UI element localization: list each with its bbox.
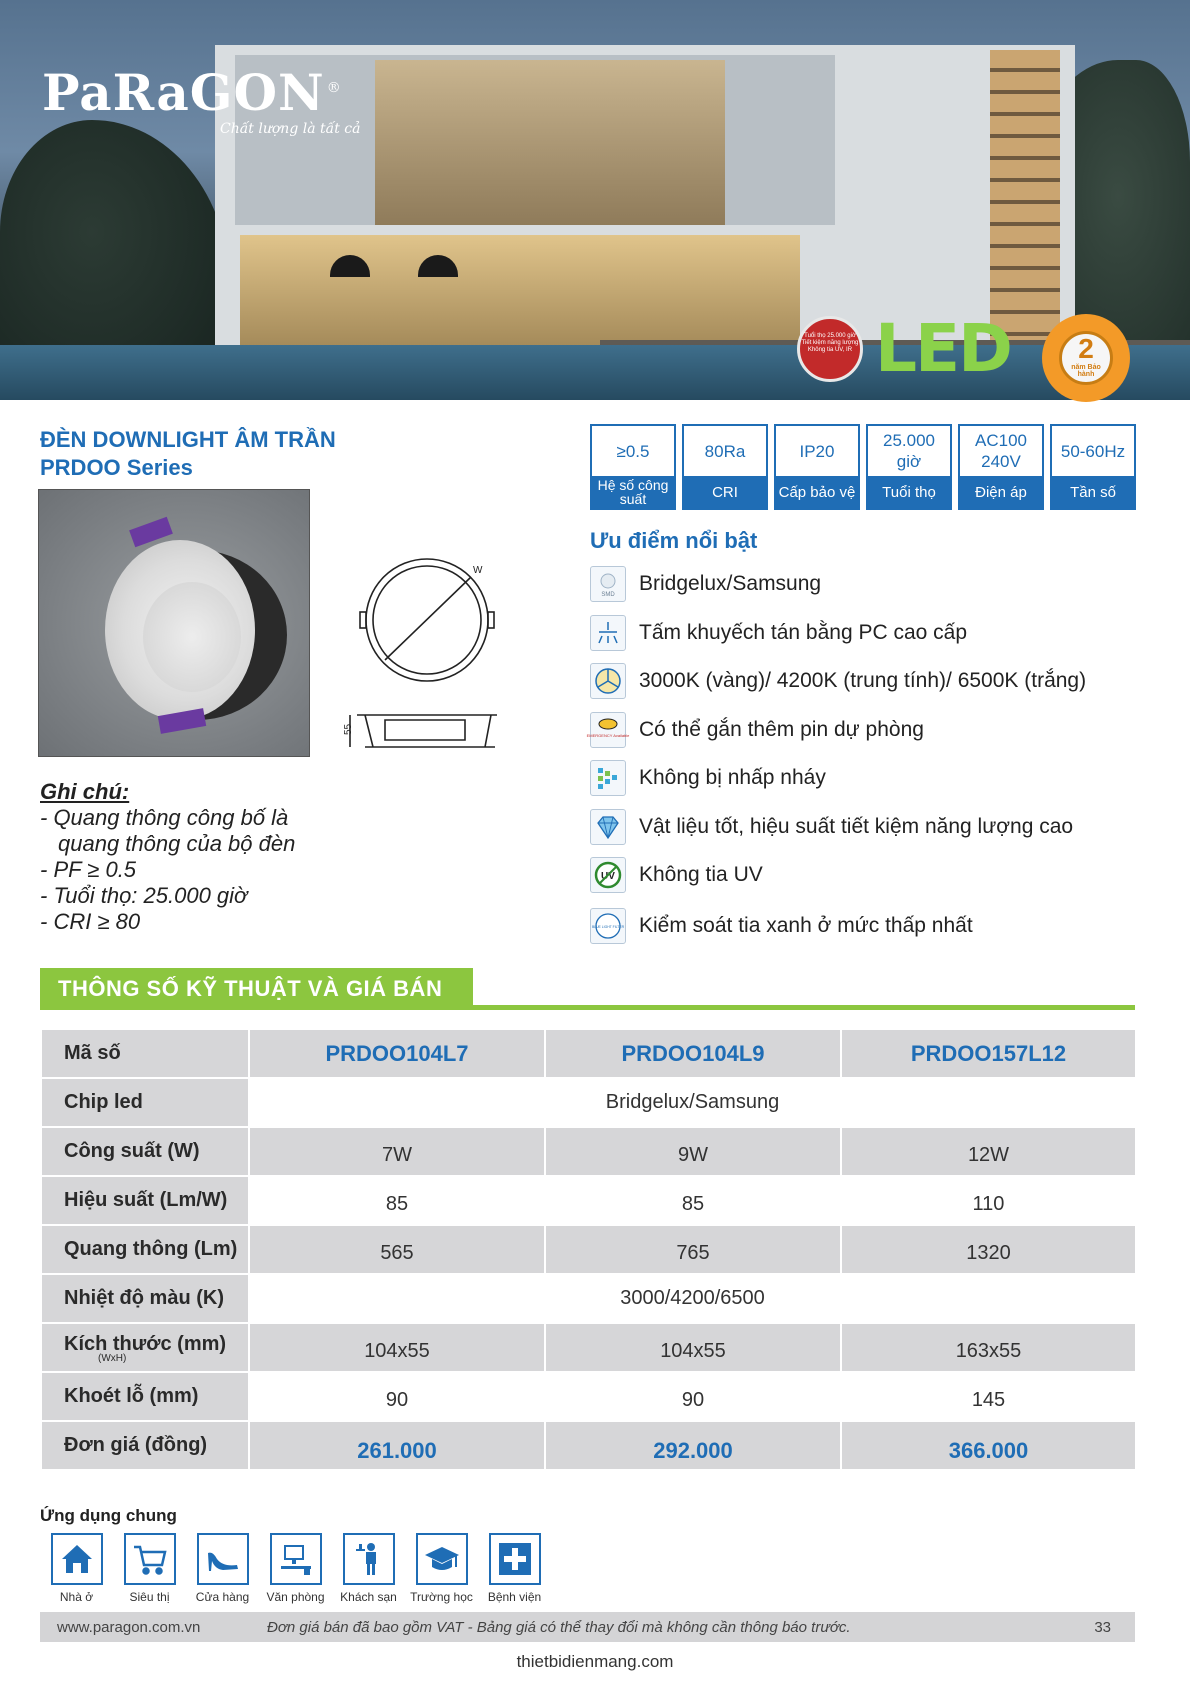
smd-chip-icon [590, 566, 626, 602]
cell-value: 765 [545, 1225, 841, 1274]
note-line: - PF ≥ 0.5 [40, 857, 137, 882]
emergency-battery-icon [586, 712, 630, 748]
row-label: Hiệu suất (Lm/W) [41, 1176, 249, 1225]
price-value: 261.000 [249, 1421, 545, 1470]
spec-label: Điện áp [960, 476, 1042, 508]
advantage-text: Tấm khuyếch tán bằng PC cao cấp [639, 621, 968, 644]
table-row-efficiency [41, 1176, 1136, 1225]
spec-label: Tuổi thọ [868, 476, 950, 508]
shopping-cart-icon [124, 1533, 176, 1585]
advantage-text: Bridgelux/Samsung [639, 572, 822, 595]
cell-value: 85 [249, 1176, 545, 1225]
page-number: 33 [1094, 1618, 1111, 1636]
model-code: PRDOO104L7 [249, 1029, 545, 1078]
price-value: 366.000 [841, 1421, 1136, 1470]
applications-list [40, 1533, 551, 1604]
application-item [478, 1533, 551, 1604]
application-item [332, 1533, 405, 1604]
graduation-cap-icon [416, 1533, 468, 1585]
cell-value: 85 [545, 1176, 841, 1225]
section-title: THÔNG SỐ KỸ THUẬT VÀ GIÁ BÁN [40, 968, 473, 1010]
house-icon [51, 1533, 103, 1585]
row-label: Nhiệt độ màu (K) [41, 1274, 249, 1323]
cell-value: 3000/4200/6500 [249, 1274, 1136, 1323]
spec-ip-rating [774, 424, 860, 510]
row-label: Quang thông (Lm) [41, 1225, 249, 1274]
bookshelf [990, 50, 1060, 350]
application-label: Bệnh viện [487, 1590, 542, 1604]
advantage-text: Có thể gắn thêm pin dự phòng [639, 718, 924, 741]
advantage-text: Vật liệu tốt, hiệu suất tiết kiệm năng lượng cao [639, 815, 1074, 838]
office-desk-icon [270, 1533, 322, 1585]
row-label: Mã số [41, 1029, 249, 1078]
drawing-width-label: W [473, 565, 483, 576]
spec-frequency [1050, 424, 1136, 510]
spec-price-table [40, 1028, 1137, 1471]
product-series: PRDOO Series [40, 455, 193, 480]
flicker-free-icon [590, 760, 626, 796]
cell-value: Bridgelux/Samsung [249, 1078, 1136, 1127]
cell-value: 90 [249, 1372, 545, 1421]
row-label [41, 1323, 249, 1372]
warranty-years: 2 [1078, 333, 1094, 364]
warranty-badge [1042, 314, 1130, 402]
cell-value: 104x55 [249, 1323, 545, 1372]
spec-value: IP20 [799, 441, 835, 461]
notes-heading: Ghi chú: [40, 779, 130, 804]
notes [40, 779, 295, 935]
row-label-text: Kích thước (mm) [64, 1333, 227, 1355]
note-line: - Tuổi thọ: 25.000 giờ [40, 883, 248, 908]
advantage-item [586, 712, 924, 748]
cell-value: 145 [841, 1372, 1136, 1421]
warranty-label: năm Bảo hành [1071, 364, 1101, 378]
spec-value: 50-60Hz [1060, 441, 1126, 461]
advantage-item [590, 663, 1086, 699]
note-line: - Quang thông công bố là [40, 805, 289, 830]
spec-label: Tần số [1052, 476, 1134, 508]
table-row-flux [41, 1225, 1136, 1274]
advantage-item [590, 809, 1073, 845]
svg-text:SMD: SMD [601, 592, 615, 598]
spec-value: 25.000 giờ [883, 431, 935, 471]
spec-value: ≥0.5 [616, 441, 650, 461]
advantages-title: Ưu điểm nổi bật [590, 528, 758, 553]
pool [0, 345, 1190, 400]
table-row-chip [41, 1078, 1136, 1127]
application-label: Nhà ở [59, 1590, 94, 1604]
cell-value: 565 [249, 1225, 545, 1274]
cell-value: 90 [545, 1372, 841, 1421]
application-label: Cửa hàng [195, 1590, 250, 1604]
technical-drawing [345, 555, 525, 755]
product-title [40, 426, 336, 482]
table-row-header [41, 1029, 1136, 1078]
application-item [259, 1533, 332, 1604]
lifetime-badge: Tuổi thọ 25.000 giờ Tiết kiệm năng lượng Không tia UV, IR [797, 316, 863, 382]
table-row-cutout [41, 1372, 1136, 1421]
cell-value: 110 [841, 1176, 1136, 1225]
hero-banner [0, 0, 1190, 400]
advantage-text: Không bị nhấp nháy [639, 766, 826, 789]
footer-bar [40, 1612, 1135, 1642]
cell-value: 1320 [841, 1225, 1136, 1274]
source-website[interactable]: thietbidienmang.com [516, 1652, 674, 1671]
advantage-item [590, 857, 763, 893]
row-label: Công suất (W) [41, 1127, 249, 1176]
application-item [113, 1533, 186, 1604]
cell-value: 104x55 [545, 1323, 841, 1372]
spec-boxes [590, 424, 1136, 510]
no-uv-icon [590, 857, 626, 893]
footer-note: Đơn giá bán đã bao gồm VAT - Bảng giá có thể thay đổi mà không cần thông báo trước. [267, 1618, 851, 1636]
cell-value: 12W [841, 1127, 1136, 1176]
model-code: PRDOO104L9 [545, 1029, 841, 1078]
application-label: Siêu thị [129, 1590, 170, 1604]
note-line: quang thông của bộ đèn [58, 831, 296, 856]
table-row-power [41, 1127, 1136, 1176]
svg-text:EMERGENCY Available: EMERGENCY Available [586, 733, 630, 738]
spec-cri [682, 424, 768, 510]
color-temperature-icon [590, 663, 626, 699]
advantage-item [590, 908, 973, 944]
upper-window [375, 60, 725, 225]
high-heel-icon [197, 1533, 249, 1585]
spec-power-factor [590, 424, 676, 510]
advantage-item [590, 566, 821, 602]
advantage-item [590, 615, 967, 651]
spec-label: Cấp bảo vệ [776, 476, 858, 508]
table-row-cct [41, 1274, 1136, 1323]
drawing-height-label: 55 [343, 723, 354, 735]
diamond-icon [590, 809, 626, 845]
cell-value: 9W [545, 1127, 841, 1176]
lower-window [240, 235, 800, 355]
applications-title: Ứng dụng chung [40, 1506, 177, 1525]
paragon-logo: PaRaGON ® [42, 63, 342, 122]
spec-voltage [958, 424, 1044, 510]
footer-website[interactable]: www.paragon.com.vn [57, 1618, 201, 1636]
table-row-price [41, 1421, 1136, 1470]
product-photo [38, 489, 310, 757]
svg-text:BLUE LIGHT FILTER: BLUE LIGHT FILTER [591, 925, 625, 929]
downlight-lens [143, 582, 241, 692]
application-label: Khách sạn [340, 1590, 397, 1604]
svg-text:UV: UV [601, 871, 615, 882]
cell-value: 163x55 [841, 1323, 1136, 1372]
application-item [40, 1533, 113, 1604]
diffuser-icon [590, 615, 626, 651]
hospital-cross-icon [489, 1533, 541, 1585]
hotel-staff-icon [343, 1533, 395, 1585]
application-item [186, 1533, 259, 1604]
spec-label: CRI [684, 476, 766, 508]
application-label: Văn phòng [266, 1590, 325, 1604]
cell-value: 7W [249, 1127, 545, 1176]
spec-label: Hệ số công suất [592, 476, 674, 508]
row-label: Khoét lỗ (mm) [41, 1372, 249, 1421]
advantage-text: 3000K (vàng)/ 4200K (trung tính)/ 6500K (trắng) [639, 669, 1087, 692]
advantage-text: Không tia UV [639, 863, 763, 886]
application-label: Trường học [410, 1590, 473, 1604]
advantage-item [590, 760, 826, 796]
product-title-line1: ĐÈN DOWNLIGHT ÂM TRẦN [40, 427, 336, 452]
blue-light-filter-icon [590, 908, 626, 944]
spec-value: AC100 240V [975, 431, 1027, 471]
row-label: Đơn giá (đồng) [41, 1421, 249, 1470]
table-row-size [41, 1323, 1136, 1372]
brand-slogan: Chất lượng là tất cả [220, 121, 361, 137]
spec-value: 80Ra [704, 441, 746, 461]
application-item [405, 1533, 478, 1604]
led-logo: LED [875, 310, 1011, 387]
note-line: - CRI ≥ 80 [40, 909, 141, 934]
row-sublabel: (WxH) [98, 1353, 127, 1364]
spec-lifetime [866, 424, 952, 510]
model-code: PRDOO157L12 [841, 1029, 1136, 1078]
section-divider [40, 1005, 1135, 1010]
price-value: 292.000 [545, 1421, 841, 1470]
advantage-text: Kiểm soát tia xanh ở mức thấp nhất [639, 914, 973, 937]
row-label: Chip led [41, 1078, 249, 1127]
